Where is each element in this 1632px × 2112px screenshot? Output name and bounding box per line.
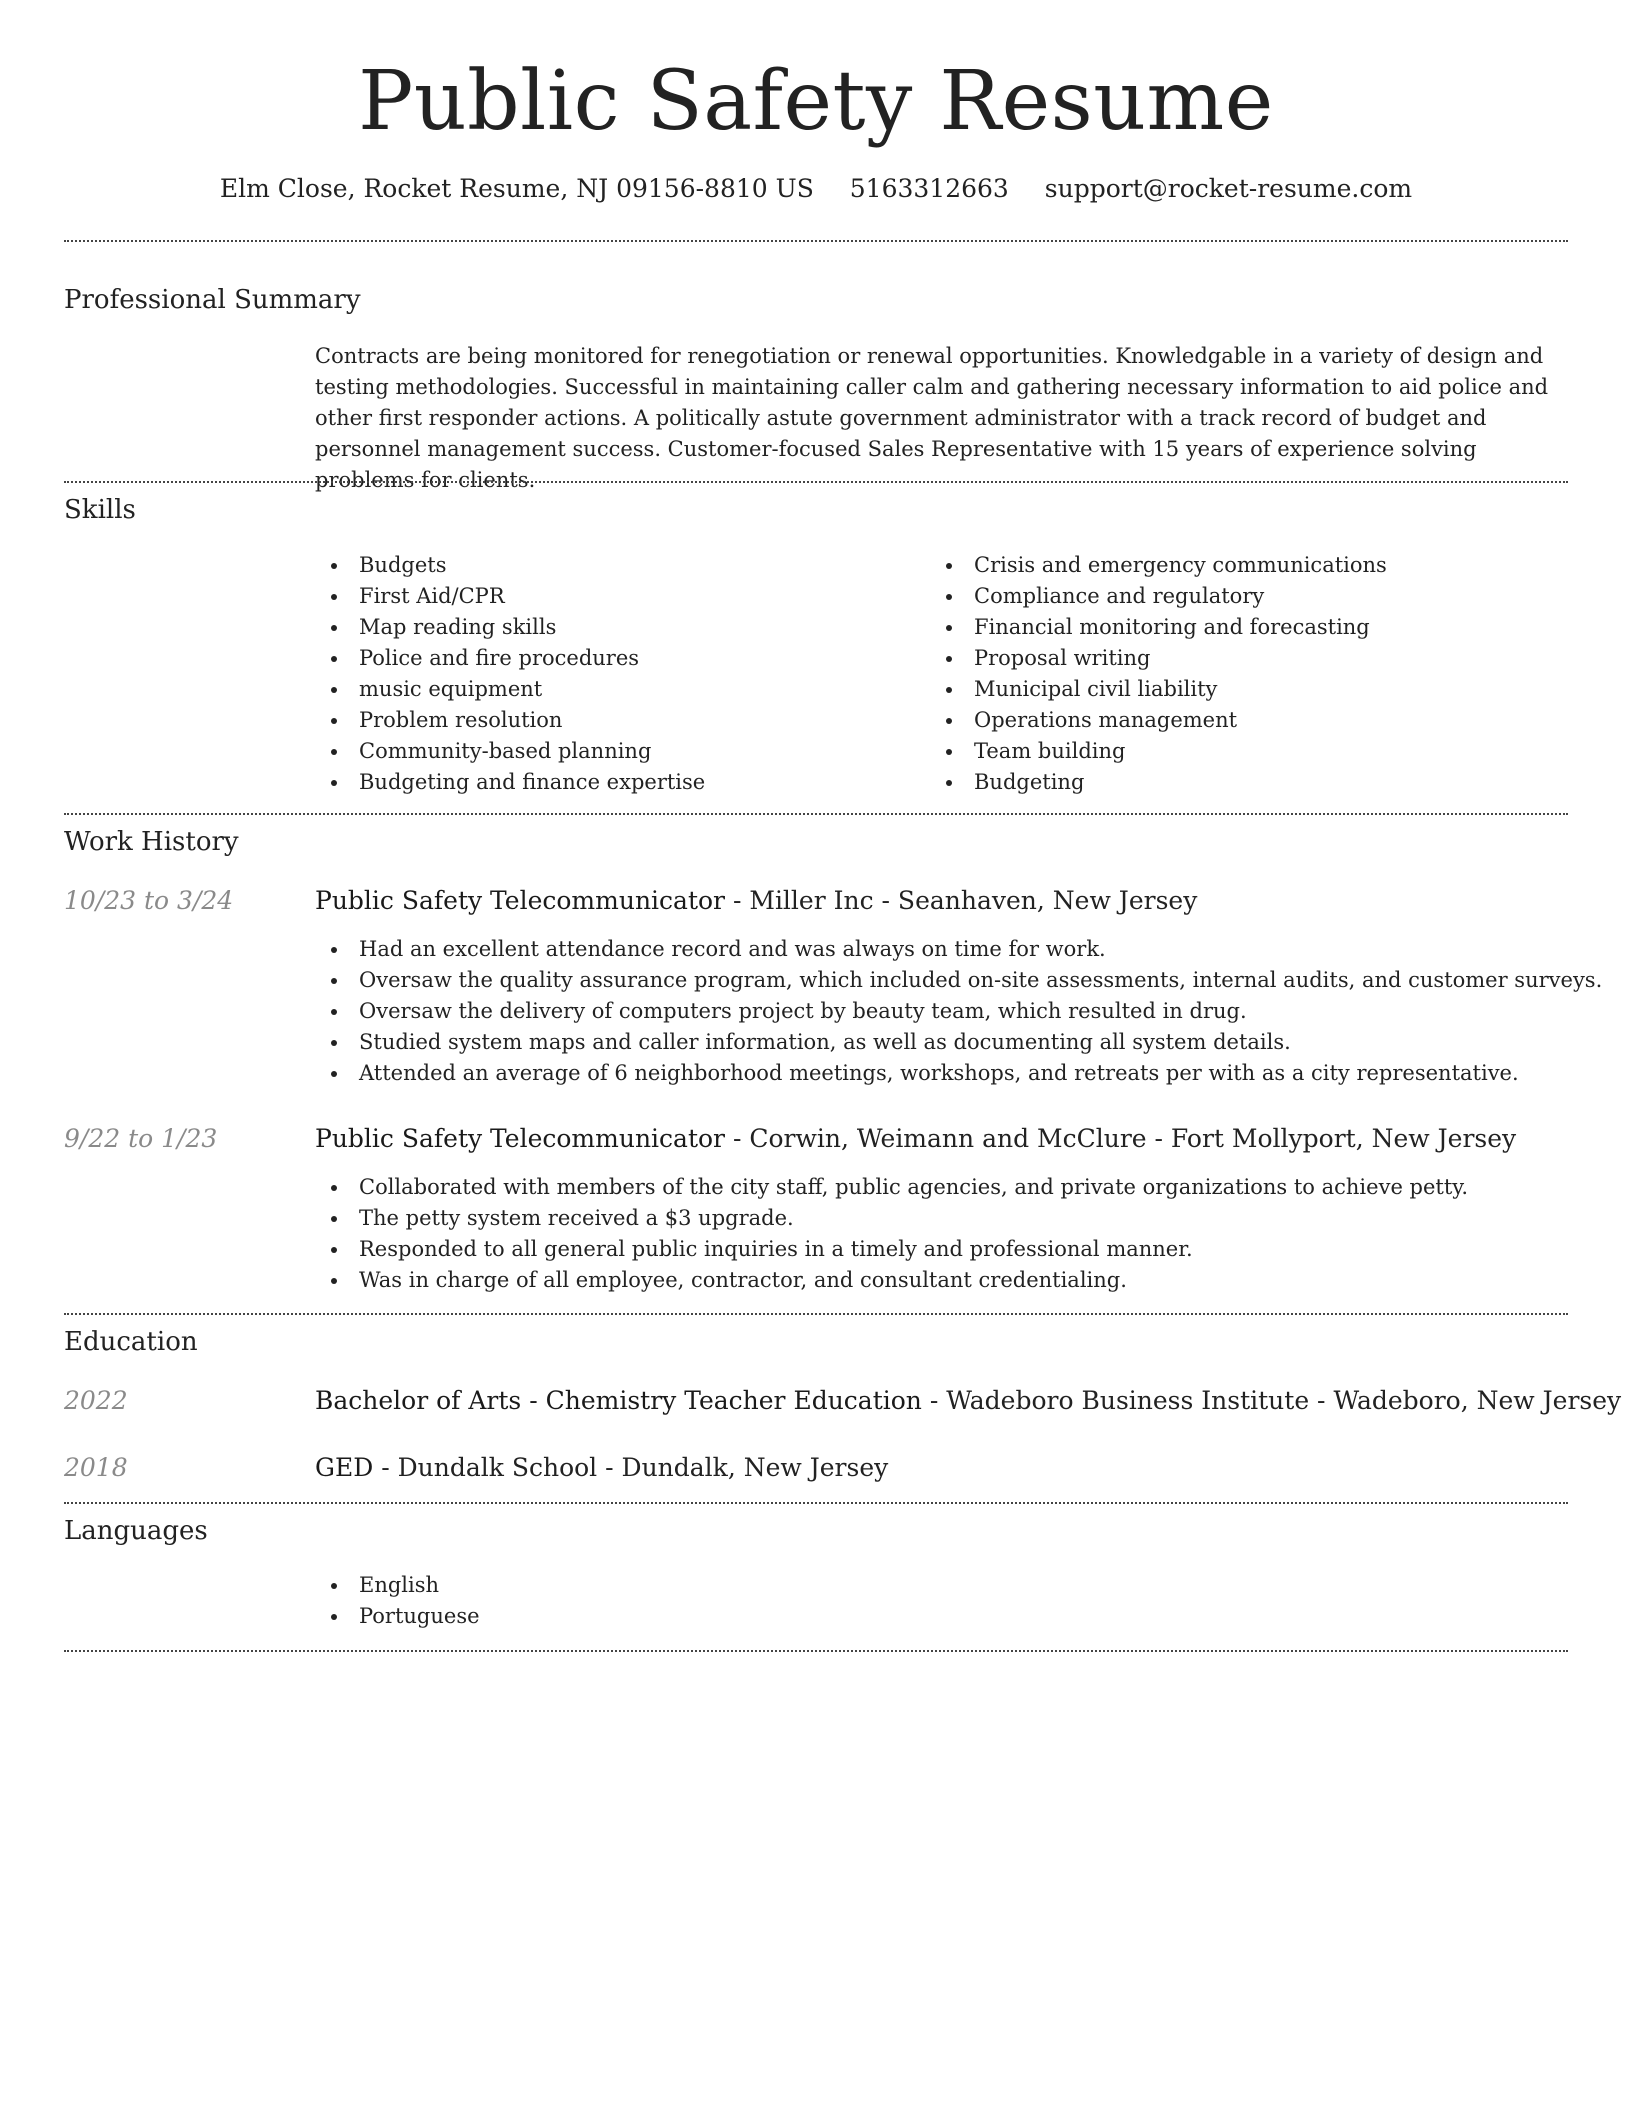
skill-item: Map reading skills — [315, 612, 705, 643]
education-degree: GED — [315, 1453, 374, 1482]
job-heading — [315, 884, 1197, 918]
divider — [64, 1650, 1568, 1652]
job-bullet: Was in charge of all employee, contractor, and consultant credentialing. — [315, 1265, 1468, 1296]
section-heading-work: Work History — [64, 827, 239, 857]
job-bullet: Oversaw the delivery of computers project by beauty team, which resulted in drug. — [315, 996, 1602, 1027]
job-dates: 10/23 to 3/24 — [64, 886, 234, 915]
skills-list-left — [315, 550, 705, 798]
job-heading — [315, 1122, 1516, 1156]
job-bullet: Oversaw the quality assurance program, which included on-site assessments, internal audits, and customer surveys. — [315, 965, 1602, 996]
divider — [64, 240, 1568, 242]
skill-item: Crisis and emergency communications — [930, 550, 1387, 581]
education-details: - Wadeboro Business Institute - Wadeboro, New Jersey — [921, 1386, 1622, 1415]
skill-item: Problem resolution — [315, 705, 705, 736]
contact-phone: 5163312663 — [849, 174, 1009, 203]
job-bullet: Collaborated with members of the city staff, public agencies, and private organizations to achieve petty. — [315, 1172, 1468, 1203]
education-year: 2018 — [64, 1453, 128, 1482]
section-heading-skills: Skills — [64, 495, 136, 525]
education-entry — [315, 1384, 1621, 1418]
skill-item: First Aid/CPR — [315, 581, 705, 612]
job-dates: 9/22 to 1/23 — [64, 1124, 218, 1153]
skill-item: Municipal civil liability — [930, 674, 1387, 705]
divider — [64, 481, 1568, 483]
language-item: Portuguese — [315, 1601, 480, 1632]
contact-line — [64, 172, 1568, 206]
section-heading-education: Education — [64, 1327, 198, 1357]
job-bullet: Responded to all general public inquiries in a timely and professional manner. — [315, 1234, 1468, 1265]
divider — [64, 813, 1568, 815]
summary-text: Contracts are being monitored for renegotiation or renewal opportunities. Knowledgable in a variety of design and testing methodologies. Successful in maintaining caller calm and gathering necessary information to aid police and other first responder actions. A politically astute government administrator with a track record of budget and personnel management success. Customer-focused Sales Representative with 15 years of experience solving problems for clients. — [315, 344, 1549, 492]
section-heading-summary: Professional Summary — [64, 285, 361, 315]
skill-item: Operations management — [930, 705, 1387, 736]
contact-email: support@rocket-resume.com — [1044, 174, 1413, 203]
job-bullet: The petty system received a $3 upgrade. — [315, 1203, 1468, 1234]
education-year: 2022 — [64, 1386, 128, 1415]
divider — [64, 1502, 1568, 1504]
resume-title: Public Safety Resume — [358, 54, 1274, 149]
job-bullets — [315, 1172, 1468, 1296]
section-heading-languages: Languages — [64, 1516, 208, 1546]
skill-item: Budgeting and finance expertise — [315, 767, 705, 798]
language-item: English — [315, 1570, 480, 1601]
skill-item: Proposal writing — [930, 643, 1387, 674]
education-degree: Bachelor of Arts - Chemistry Teacher Education — [315, 1386, 922, 1415]
skill-item: Compliance and regulatory — [930, 581, 1387, 612]
skill-item: Financial monitoring and forecasting — [930, 612, 1387, 643]
divider — [64, 1313, 1568, 1315]
skill-item: Police and fire procedures — [315, 643, 705, 674]
job-details: - Miller Inc - Seanhaven, New Jersey — [725, 886, 1198, 915]
skill-item: Budgeting — [930, 767, 1387, 798]
skill-item: music equipment — [315, 674, 705, 705]
skill-item: Budgets — [315, 550, 705, 581]
job-bullet: Attended an average of 6 neighborhood meetings, workshops, and retreats per with as a city representative. — [315, 1058, 1602, 1089]
skills-list-right — [930, 550, 1387, 798]
languages-list — [315, 1570, 480, 1632]
education-entry — [315, 1451, 888, 1485]
contact-address: Elm Close, Rocket Resume, NJ 09156-8810 US — [219, 174, 814, 203]
job-bullet: Had an excellent attendance record and was always on time for work. — [315, 934, 1602, 965]
job-details: - Corwin, Weimann and McClure - Fort Mollyport, New Jersey — [725, 1124, 1517, 1153]
skill-item: Community-based planning — [315, 736, 705, 767]
job-bullets — [315, 934, 1602, 1089]
job-bullet: Studied system maps and caller information, as well as documenting all system details. — [315, 1027, 1602, 1058]
job-title: Public Safety Telecommunicator — [315, 1124, 725, 1153]
skill-item: Team building — [930, 736, 1387, 767]
education-details: - Dundalk School - Dundalk, New Jersey — [373, 1453, 889, 1482]
job-title: Public Safety Telecommunicator — [315, 886, 725, 915]
